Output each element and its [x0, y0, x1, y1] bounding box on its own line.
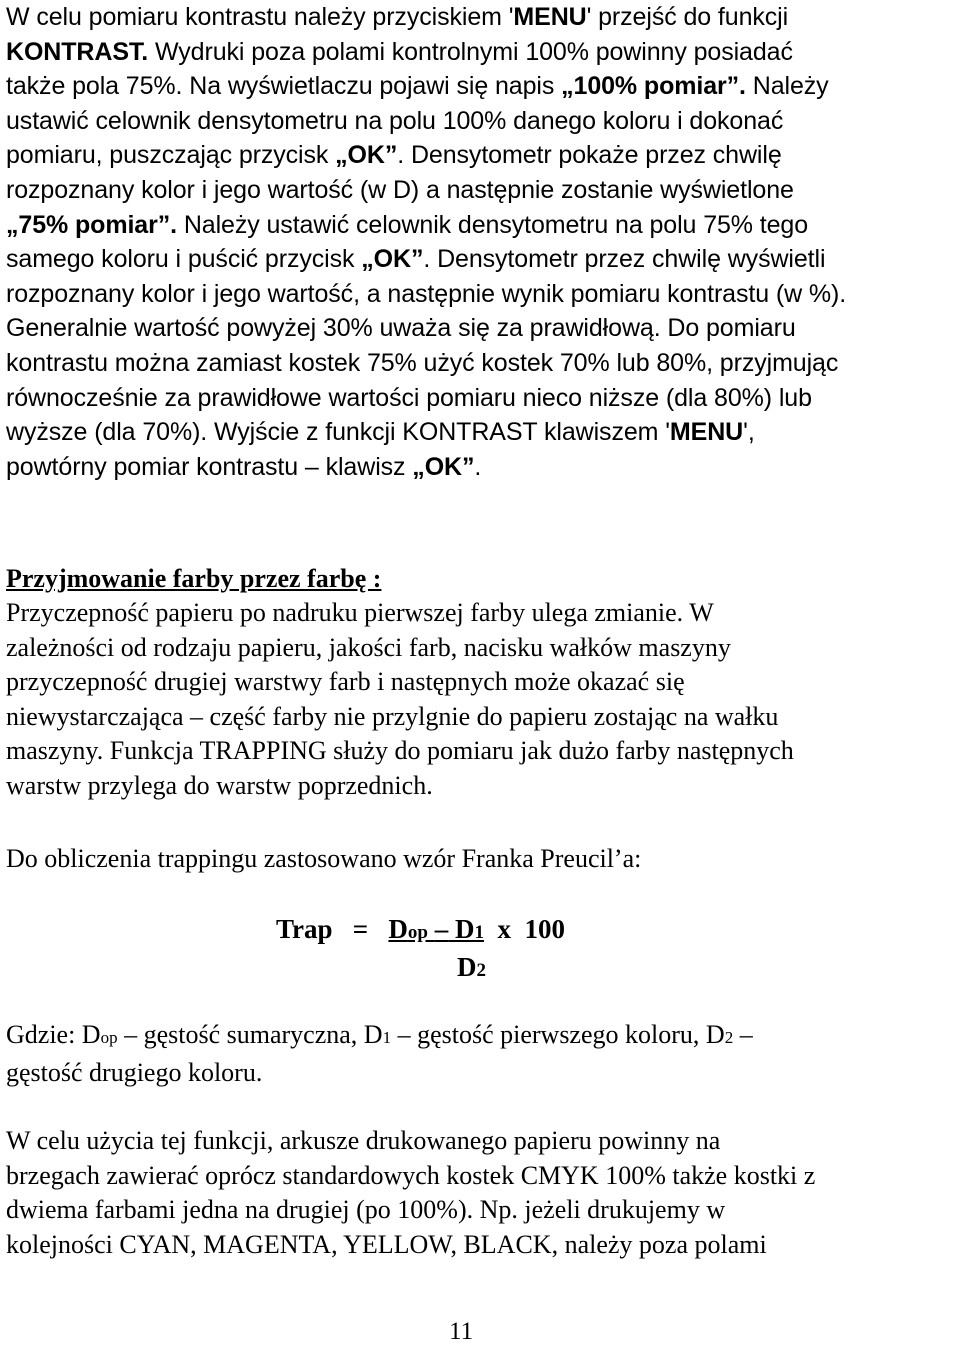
text-line: zależności od rodzaju papieru, jakości farb, nacisku wałków maszyny: [6, 632, 731, 662]
text-line: gęstość drugiego koloru.: [6, 1057, 263, 1087]
formula-times: x: [497, 914, 511, 944]
text-line: Przyczepność papieru po nadruku pierwszej farby ulega zmianie. W: [6, 598, 714, 627]
text-line: brzegach zawierać oprócz standardowych kostek CMYK 100% także kostki z: [6, 1160, 816, 1190]
text-line: warstw przylega do warstw poprzednich.: [6, 770, 433, 800]
text-line: kontrastu można zamiast kostek 75% użyć kostek 70% lub 80%, przyjmując: [6, 348, 839, 377]
formula-lhs: Trap: [276, 914, 333, 944]
text-line: równocześnie za prawidłowe wartości pomiaru nieco niższe (dla 80%) lub: [6, 383, 812, 412]
paragraph-formula-legend: [6, 1018, 753, 1090]
text-line: dwiema farbami jedna na drugiej (po 100%). Np. jeżeli drukujemy w: [6, 1195, 726, 1225]
text-line: powtórny pomiar kontrastu – klawisz „OK”.: [6, 452, 482, 481]
formula-numerator: Dop – D1: [388, 914, 484, 944]
text-line: kolejności CYAN, MAGENTA, YELLOW, BLACK, należy poza polami: [6, 1229, 767, 1259]
text-line: rozpoznany kolor i jego wartość, a następnie wynik pomiaru kontrastu (w %).: [6, 279, 847, 308]
section-heading-trapping: Przyjmowanie farby przez farbę :: [6, 564, 382, 593]
text-line: także pola 75%. Na wyświetlaczu pojawi się napis „100% pomiar”. Należy: [6, 72, 829, 101]
trap-formula: [276, 910, 565, 952]
formula-hundred: 100: [524, 914, 565, 944]
text-line: pomiaru, puszczając przycisk „OK”. Densytometr pokaże przez chwilę: [6, 141, 782, 170]
text-line: wyższe (dla 70%). Wyjście z funkcji KONTRAST klawiszem 'MENU',: [6, 418, 755, 447]
text-line: niewystarczająca – część farby nie przylgnie do papieru zostając na wałku: [6, 701, 779, 731]
text-line: Generalnie wartość powyżej 30% uważa się za prawidłową. Do pomiaru: [6, 314, 796, 343]
text-line: rozpoznany kolor i jego wartość (w D) a następnie zostanie wyświetlone: [6, 175, 794, 204]
text-line: przyczepność drugiej warstwy farb i następnych może okazać się: [6, 667, 685, 697]
paragraph-trapping-intro: [6, 596, 794, 804]
page-number: 11: [449, 1318, 474, 1345]
text-line: W celu użycia tej funkcji, arkusze drukowanego papieru powinny na: [6, 1126, 721, 1155]
text-line: ustawić celownik densytometru na polu 100% danego koloru i dokonać: [6, 106, 784, 135]
formula-denominator: D2: [457, 952, 486, 982]
text-line: maszyny. Funkcja TRAPPING służy do pomiaru jak dużo farby następnych: [6, 736, 794, 766]
paragraph-contrast: [6, 0, 846, 484]
text-line: W celu pomiaru kontrastu należy przyciskiem 'MENU' przejść do funkcji: [6, 3, 789, 31]
text-line: Gdzie: Dop – gęstość sumaryczna, D1 – gęstość pierwszego koloru, D2 –: [6, 1020, 753, 1049]
paragraph-formula-intro: Do obliczenia trappingu zastosowano wzór Franka Preucil’a:: [6, 844, 642, 873]
formula-equals: =: [352, 914, 369, 944]
paragraph-usage: [6, 1124, 815, 1262]
text-line: „75% pomiar”. Należy ustawić celownik densytometru na polu 75% tego: [6, 210, 809, 239]
text-line: KONTRAST. Wydruki poza polami kontrolnymi 100% powinny posiadać: [6, 37, 793, 66]
text-line: samego koloru i puścić przycisk „OK”. Densytometr przez chwilę wyświetli: [6, 245, 826, 274]
